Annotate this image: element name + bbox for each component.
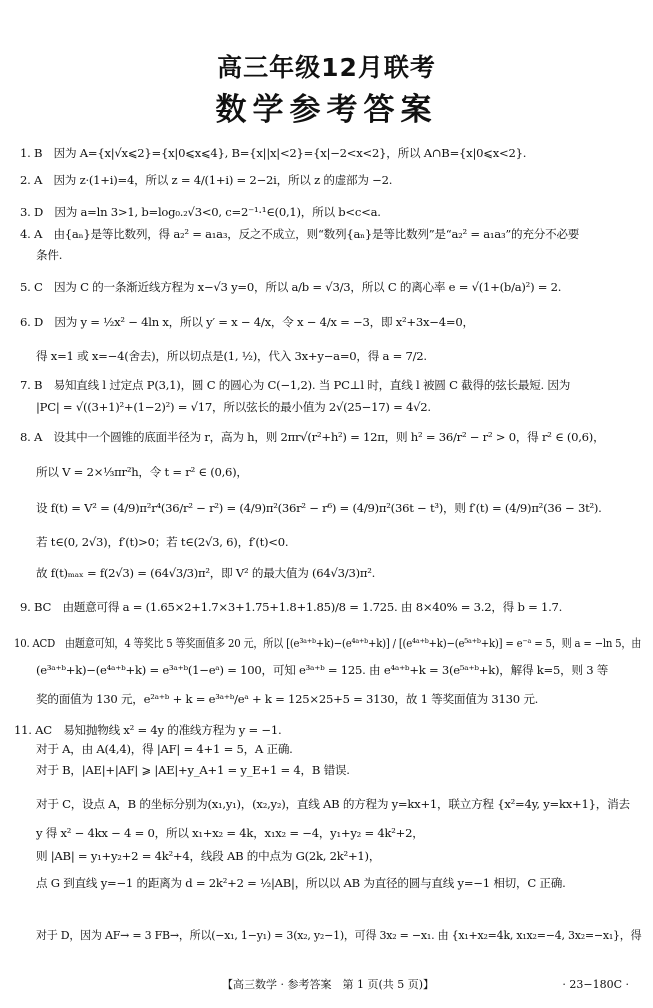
- answer-line: 11. AC 易知抛物线 x² = 4y 的准线方程为 y = −1.: [14, 723, 282, 737]
- footer-page-info: 【高三数学 · 参考答案 第 1 页(共 5 页)】: [222, 978, 435, 991]
- answer-line: 则 |AB| = y₁+y₂+2 = 4k²+4，线段 AB 的中点为 G(2k, 2k²+1)，: [36, 849, 381, 863]
- answer-line: y 得 x² − 4kx − 4 = 0，所以 x₁+x₂ = 4k，x₁x₂ = −4，y₁+y₂ = 4k²+2，: [36, 826, 424, 840]
- answer-line: 得 x=1 或 x=−4(舍去)，所以切点是(1, ½)，代入 3x+y−a=0，得 a = 7/2.: [36, 349, 427, 363]
- answer-line: 对于 B，|AE|+|AF| ⩾ |AE|+y_A+1 = y_E+1 = 4，B 错误.: [36, 763, 350, 777]
- page-footer: [0, 975, 653, 995]
- answer-line: 设 f(t) = V² = (4/9)π²r⁴(36/r² − r²) = (4/9)π²(36r² − r⁶) = (4/9)π²(36t − t³)，则 f′(t) = (4/9)π²(36 − 3t²).: [36, 501, 602, 515]
- answer-line: 4. A 由{aₙ}是等比数列，得 a₂² = a₁a₃，反之不成立，则“数列{aₙ}是等比数列”是“a₂² = a₁a₃”的充分不必要: [20, 227, 580, 241]
- answer-line: 条件.: [36, 248, 63, 262]
- answer-line: 若 t∈(0, 2√3)，f′(t)>0；若 t∈(2√3, 6)，f′(t)<0.: [36, 535, 289, 549]
- answer-line: 9. BC 由题意可得 a = (1.65×2+1.7×3+1.75+1.8+1.85)/8 = 1.725. 由 8×40% = 3.2，得 b = 1.7.: [20, 600, 563, 614]
- answer-line: 3. D 因为 a=ln 3>1, b=log₀.₂√3<0, c=2⁻¹·¹∈(0,1)，所以 b<c<a.: [20, 205, 381, 219]
- answer-line: 点 G 到直线 y=−1 的距离为 d = 2k²+2 = ½|AB|，所以以 AB 为直径的圆与直线 y=−1 相切，C 正确.: [36, 876, 566, 890]
- answer-line: 对于 C，设点 A，B 的坐标分别为(x₁,y₁)，(x₂,y₂)，直线 AB 的方程为 y=kx+1，联立方程 {x²=4y, y=kx+1}，消去: [36, 797, 630, 811]
- answer-line: 故 f(t)ₘₐₓ = f(2√3) = (64√3/3)π²，即 V² 的最大值为 (64√3/3)π².: [36, 566, 376, 580]
- answer-line: (e³ᵃ⁺ᵇ+k)−(e⁴ᵃ⁺ᵇ+k) = e³ᵃ⁺ᵇ(1−eᵃ) = 100，可知 e³ᵃ⁺ᵇ = 125. 由 e⁴ᵃ⁺ᵇ+k = 3(e⁵ᵃ⁺ᵇ+k)，解得 k=5，则 3 等: [36, 663, 609, 677]
- answer-line: 7. B 易知直线 l 过定点 P(3,1)，圆 C 的圆心为 C(−1,2). 当 PC⊥l 时，直线 l 被圆 C 截得的弦长最短. 因为: [20, 378, 571, 392]
- answer-line: 奖的面值为 130 元，e²ᵃ⁺ᵇ + k = e³ᵃ⁺ᵇ/eᵃ + k = 125×25+5 = 3130，故 1 等奖面值为 3130 元.: [36, 692, 539, 706]
- answer-line: 8. A 设其中一个圆锥的底面半径为 r，高为 h，则 2πr√(r²+h²) = 12π，则 h² = 36/r² − r² > 0，得 r² ∈ (0,6)，: [20, 430, 605, 444]
- answer-line: 10. ACD 由题意可知，4 等奖比 5 等奖面值多 20 元，所以 [(e³ᵃ⁺ᵇ+k)−(e⁴ᵃ⁺ᵇ+k)] / [(e⁴ᵃ⁺ᵇ+k)−(e⁵ᵃ⁺ᵇ+k)] = e⁻ᵃ = 5，则 a = −ln 5，由: [14, 636, 642, 650]
- page-title: 高三年级12月联考: [217, 53, 436, 82]
- answer-line: 2. A 因为 z·(1+i)=4，所以 z = 4/(1+i) = 2−2i，所以 z 的虚部为 −2.: [20, 173, 393, 187]
- footer-code: · 23−180C ·: [562, 978, 629, 991]
- answer-line: 1. B 因为 A={x|√x⩽2}={x|0⩽x⩽4}, B={x||x|<2}={x|−2<x<2}，所以 A∩B={x|0⩽x<2}.: [20, 146, 527, 160]
- answer-line: |PC| = √((3+1)²+(1−2)²) = √17，所以弦长的最小值为 2√(25−17) = 4√2.: [36, 400, 431, 414]
- answer-line: 6. D 因为 y = ½x² − 4ln x，所以 y′ = x − 4/x，令 x − 4/x = −3，即 x²+3x−4=0，: [20, 315, 474, 329]
- answer-line: 对于 A，由 A(4,4)，得 |AF| = 4+1 = 5，A 正确.: [36, 742, 293, 756]
- page-subtitle: 数学参考答案: [215, 92, 438, 128]
- answer-line: 5. C 因为 C 的一条渐近线方程为 x−√3 y=0，所以 a/b = √3/3，所以 C 的离心率 e = √(1+(b/a)²) = 2.: [20, 280, 562, 294]
- answer-line: 所以 V = 2×⅓πr²h，令 t = r² ∈ (0,6)，: [36, 465, 248, 479]
- answer-line: 对于 D，因为 AF→ = 3 FB→，所以(−x₁, 1−y₁) = 3(x₂, y₂−1)，可得 3x₂ = −x₁. 由 {x₁+x₂=4k, x₁x₂=−4, 3x₂=−x₁}，得: [36, 928, 642, 942]
